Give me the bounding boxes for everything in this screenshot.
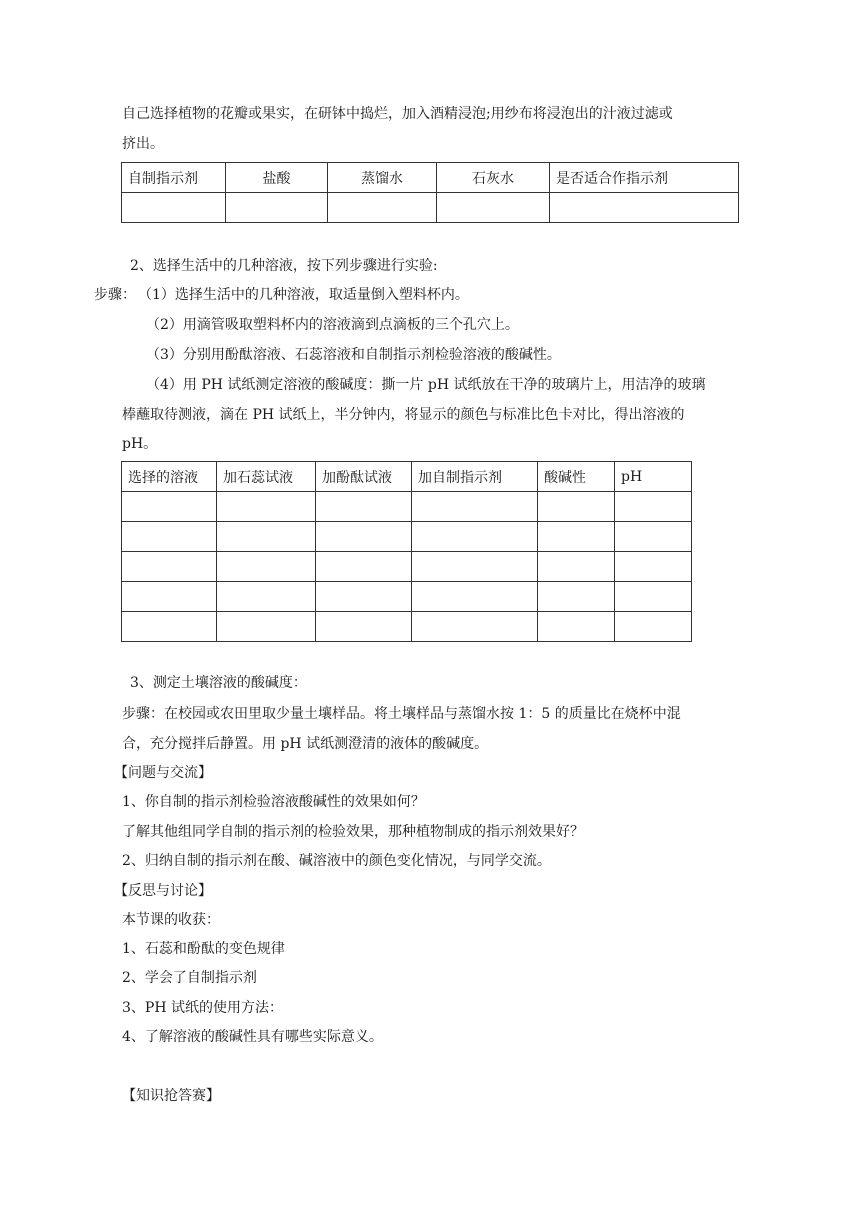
table-cell — [412, 612, 538, 642]
step-3: （3）分别用酚酞溶液、石蕊溶液和自制指示剂检验溶液的酸碱性。 — [146, 347, 561, 363]
table-cell — [615, 492, 692, 522]
table-header-cell: 酸碱性 — [538, 462, 615, 492]
table-cell — [217, 522, 316, 552]
step-4-line-3: pH。 — [122, 436, 158, 452]
table-cell — [217, 552, 316, 582]
table-cell — [226, 193, 328, 223]
table-cell — [538, 612, 615, 642]
table-cell — [316, 582, 412, 612]
reflect-item: 4、了解溶液的酸碱性具有哪些实际意义。 — [122, 1029, 383, 1045]
table-cell — [615, 612, 692, 642]
table-cell — [538, 522, 615, 552]
table-row — [122, 193, 739, 223]
qa-question-1b: 了解其他组同学自制的指示剂的检验效果，那种植物制成的指示剂效果好？ — [122, 824, 584, 840]
table-header-cell: 蒸馏水 — [328, 163, 437, 193]
table-cell — [437, 193, 550, 223]
table-header-cell: 选择的溶液 — [122, 462, 217, 492]
table-row — [122, 492, 692, 522]
table-cell — [316, 552, 412, 582]
table-cell — [615, 582, 692, 612]
table-row — [122, 163, 739, 193]
section-2-title: 2、选择生活中的几种溶液，按下列步骤进行实验: — [130, 258, 438, 274]
table-cell — [316, 492, 412, 522]
table-cell — [217, 582, 316, 612]
table-cell — [122, 193, 226, 223]
reflect-item: 2、学会了自制指示剂 — [122, 970, 257, 986]
table-cell — [538, 492, 615, 522]
table-cell — [538, 552, 615, 582]
step-4-line-1: （4）用 PH 试纸测定溶液的酸碱度：撕一片 pH 试纸放在干净的玻璃片上，用洁净的玻璃 — [146, 377, 706, 393]
table-row — [122, 582, 692, 612]
reflect-item: 1、石蕊和酚酞的变色规律 — [122, 941, 285, 957]
table-cell — [316, 522, 412, 552]
table-cell — [412, 552, 538, 582]
step-1: （1）选择生活中的几种溶液，取适量倒入塑料杯内。 — [138, 287, 469, 303]
table-header-cell: 是否适合作指示剂 — [550, 163, 739, 193]
table-cell — [122, 492, 217, 522]
table-cell — [538, 582, 615, 612]
contest-heading: 【知识抢答赛】 — [122, 1088, 220, 1104]
intro-line-1: 自己选择植物的花瓣或果实，在研钵中捣烂，加入酒精浸泡;用纱布将浸泡出的汁液过滤或 — [122, 106, 673, 122]
table-cell — [550, 193, 739, 223]
section-3-line-2: 合，充分搅拌后静置。用 pH 试纸测澄清的液体的酸碱度。 — [122, 736, 489, 752]
table-header-cell: 加酚酞试液 — [316, 462, 412, 492]
step-2: （2）用滴管吸取塑料杯内的溶液滴到点滴板的三个孔穴上。 — [146, 317, 519, 333]
steps-label: 步骤： — [94, 287, 136, 303]
solution-test-table — [121, 461, 692, 642]
table-row — [122, 552, 692, 582]
table-header-cell: 盐酸 — [226, 163, 328, 193]
table-cell — [412, 522, 538, 552]
step-4-line-2: 棒蘸取待测液，滴在 PH 试纸上，半分钟内，将显示的颜色与标准比色卡对比，得出溶液的 — [122, 407, 685, 423]
table-row — [122, 522, 692, 552]
table-cell — [412, 492, 538, 522]
reflect-item: 3、PH 试纸的使用方法： — [122, 1000, 283, 1016]
table-cell — [316, 612, 412, 642]
table-row — [122, 462, 692, 492]
table-cell — [412, 582, 538, 612]
table-cell — [615, 522, 692, 552]
table-cell — [122, 582, 217, 612]
table-cell — [122, 612, 217, 642]
table-cell — [328, 193, 437, 223]
table-cell — [122, 522, 217, 552]
table-row — [122, 612, 692, 642]
table-cell — [217, 612, 316, 642]
section-3-title: 3、测定土壤溶液的酸碱度： — [130, 675, 307, 691]
table-cell — [615, 552, 692, 582]
reflect-summary: 本节课的收获： — [122, 912, 220, 928]
qa-heading: 【问题与交流】 — [114, 765, 212, 781]
table-header-cell: 加石蕊试液 — [217, 462, 316, 492]
section-3-line-1: 步骤：在校园或农田里取少量土壤样品。将土壤样品与蒸馏水按 1：5 的质量比在烧杯中混 — [122, 706, 681, 722]
table-header-cell: 自制指示剂 — [122, 163, 226, 193]
qa-question-2: 2、归纳自制的指示剂在酸、碱溶液中的颜色变化情况，与同学交流。 — [122, 853, 551, 869]
table-header-cell: 石灰水 — [437, 163, 550, 193]
intro-line-2: 挤出。 — [122, 136, 164, 152]
table-header-cell: pH — [615, 462, 692, 492]
qa-question-1: 1、你自制的指示剂检验溶液酸碱性的效果如何？ — [122, 794, 425, 810]
table-cell — [217, 492, 316, 522]
indicator-table — [121, 162, 739, 223]
table-cell — [122, 552, 217, 582]
reflect-heading: 【反思与讨论】 — [114, 883, 212, 899]
table-header-cell: 加自制指示剂 — [412, 462, 538, 492]
